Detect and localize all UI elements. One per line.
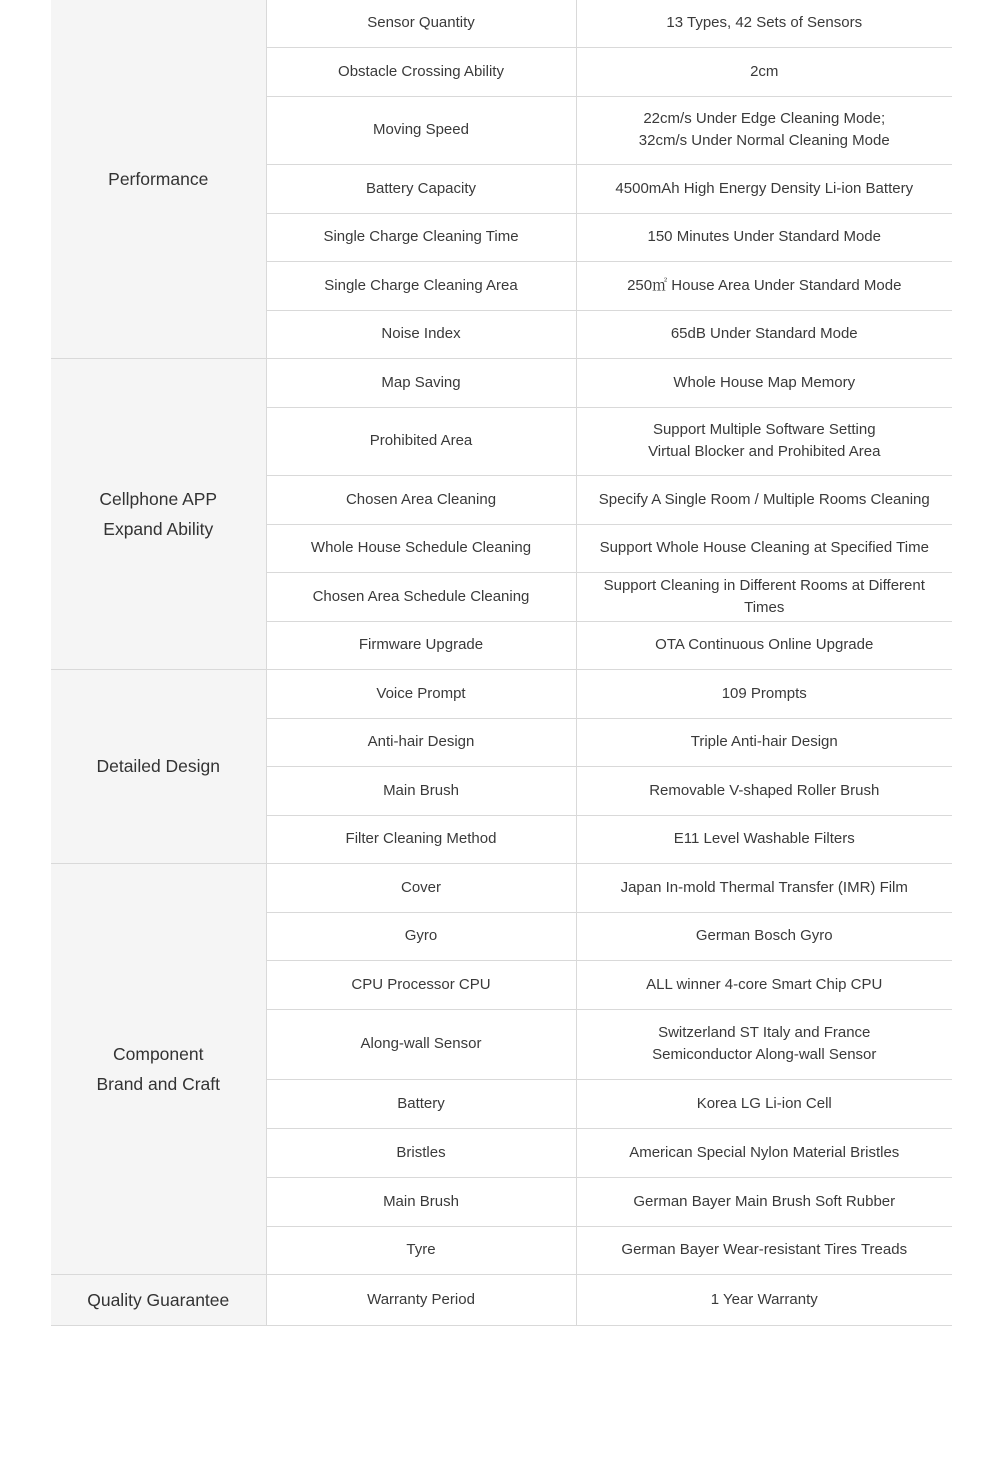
spec-value: 65dB Under Standard Mode — [670, 325, 858, 342]
spec-name-cell: Gyro — [266, 912, 576, 960]
spec-value: 109 Prompts — [721, 684, 807, 702]
spec-name-cell: Firmware Upgrade — [266, 621, 576, 669]
spec-value-cell — [576, 213, 952, 261]
spec-name-cell: Obstacle Crossing Ability — [266, 47, 576, 96]
spec-value: 22cm/s Under Edge Cleaning Mode; — [643, 110, 886, 127]
spec-value-cell — [576, 1079, 952, 1128]
spec-name-cell: Map Saving — [266, 358, 576, 407]
spec-table — [51, 0, 952, 1326]
spec-value-cell — [576, 1009, 952, 1079]
spec-value-cell — [576, 1226, 952, 1274]
spec-name-cell: Prohibited Area — [266, 407, 576, 475]
table-row — [51, 669, 952, 718]
spec-value-cell — [576, 621, 952, 669]
spec-value: Triple Anti-hair Design — [690, 733, 838, 750]
spec-value: Removable V-shaped Roller Brush — [649, 781, 880, 799]
spec-value: OTA Continuous Online Upgrade — [655, 636, 874, 653]
spec-value: Specify A Single Room / Multiple Rooms Cleaning — [598, 490, 930, 508]
spec-value: Switzerland ST Italy and France — [658, 1024, 871, 1041]
spec-value-cell — [576, 718, 952, 766]
spec-value: 13 Types, 42 Sets of Sensors — [666, 14, 863, 32]
category-label: Brand and Craft — [96, 1073, 221, 1094]
spec-name-cell: Battery Capacity — [266, 164, 576, 213]
spec-value-cell — [576, 863, 952, 912]
spec-value: E11 Level Washable Filters — [673, 830, 855, 847]
spec-name-cell: Main Brush — [266, 1177, 576, 1226]
spec-value: 4500mAh High Energy Density Li-ion Battery — [615, 179, 914, 197]
spec-name-cell: Sensor Quantity — [266, 0, 576, 47]
spec-value: Virtual Blocker and Prohibited Area — [648, 443, 881, 460]
spec-value: German Bayer Main Brush Soft Rubber — [633, 1192, 896, 1210]
spec-name-cell: Along-wall Sensor — [266, 1009, 576, 1079]
table-row — [51, 1274, 952, 1325]
category-label: Cellphone APP — [99, 488, 218, 509]
spec-value-cell — [576, 310, 952, 358]
spec-value: Korea LG Li-ion Cell — [696, 1094, 832, 1112]
spec-value: Support Cleaning in Different Rooms at Different Times — [603, 576, 925, 616]
table-row — [51, 358, 952, 407]
spec-name-cell: Battery — [266, 1079, 576, 1128]
spec-value-cell — [576, 766, 952, 815]
spec-name-cell: Moving Speed — [266, 96, 576, 164]
spec-value-cell — [576, 96, 952, 164]
spec-value-cell — [576, 164, 952, 213]
spec-value-cell — [576, 47, 952, 96]
table-row — [51, 863, 952, 912]
spec-value-cell — [576, 475, 952, 524]
category-label: Component — [113, 1043, 204, 1064]
spec-value-cell — [576, 358, 952, 407]
spec-value-cell — [576, 572, 952, 621]
category-cell — [51, 358, 266, 669]
spec-value: German Bosch Gyro — [695, 927, 833, 944]
category-label: Performance — [108, 168, 209, 189]
category-cell — [51, 0, 266, 358]
spec-value-cell — [576, 261, 952, 310]
spec-name-cell: Bristles — [266, 1128, 576, 1177]
category-cell — [51, 669, 266, 863]
spec-name-cell: Single Charge Cleaning Area — [266, 261, 576, 310]
spec-name-cell: Warranty Period — [266, 1274, 576, 1325]
spec-value: 2cm — [750, 62, 779, 80]
category-label: Expand Ability — [103, 518, 214, 539]
spec-name-cell: Noise Index — [266, 310, 576, 358]
spec-name-cell: Whole House Schedule Cleaning — [266, 524, 576, 572]
spec-value-cell — [576, 0, 952, 47]
spec-value-cell — [576, 1274, 952, 1325]
spec-name-cell: CPU Processor CPU — [266, 960, 576, 1009]
spec-value: 250㎡ House Area Under Standard Mode — [627, 276, 902, 294]
spec-name-cell: Chosen Area Cleaning — [266, 475, 576, 524]
spec-value-cell — [576, 1128, 952, 1177]
spec-name-cell: Voice Prompt — [266, 669, 576, 718]
spec-name-cell: Anti-hair Design — [266, 718, 576, 766]
spec-value-cell — [576, 912, 952, 960]
spec-value: Support Multiple Software Setting — [652, 421, 876, 438]
category-label: Detailed Design — [96, 756, 221, 776]
spec-table-body — [51, 0, 952, 1325]
category-label: Quality Guarantee — [87, 1289, 230, 1310]
spec-value: Support Whole House Cleaning at Specified Time — [599, 539, 929, 556]
category-cell — [51, 1274, 266, 1325]
spec-value: 32cm/s Under Normal Cleaning Mode — [638, 132, 890, 149]
table-row — [51, 0, 952, 47]
spec-value-cell — [576, 524, 952, 572]
spec-value: ALL winner 4-core Smart Chip CPU — [646, 975, 883, 993]
spec-value: Japan In-mold Thermal Transfer (IMR) Film — [620, 878, 908, 896]
spec-name-cell: Main Brush — [266, 766, 576, 815]
spec-value-cell — [576, 1177, 952, 1226]
spec-value-cell — [576, 669, 952, 718]
spec-value-cell — [576, 815, 952, 863]
spec-value: 150 Minutes Under Standard Mode — [647, 228, 881, 245]
spec-value: 1 Year Warranty — [710, 1290, 818, 1308]
spec-value: American Special Nylon Material Bristles — [629, 1143, 900, 1161]
spec-name-cell: Tyre — [266, 1226, 576, 1274]
spec-name-cell: Cover — [266, 863, 576, 912]
spec-value: Whole House Map Memory — [673, 373, 856, 391]
spec-value-cell — [576, 960, 952, 1009]
spec-value: Semiconductor Along-wall Sensor — [652, 1046, 877, 1063]
spec-name-cell: Single Charge Cleaning Time — [266, 213, 576, 261]
spec-name-cell: Filter Cleaning Method — [266, 815, 576, 863]
spec-value: German Bayer Wear-resistant Tires Treads — [621, 1241, 908, 1258]
category-cell — [51, 863, 266, 1274]
spec-value-cell — [576, 407, 952, 475]
spec-name-cell: Chosen Area Schedule Cleaning — [266, 572, 576, 621]
